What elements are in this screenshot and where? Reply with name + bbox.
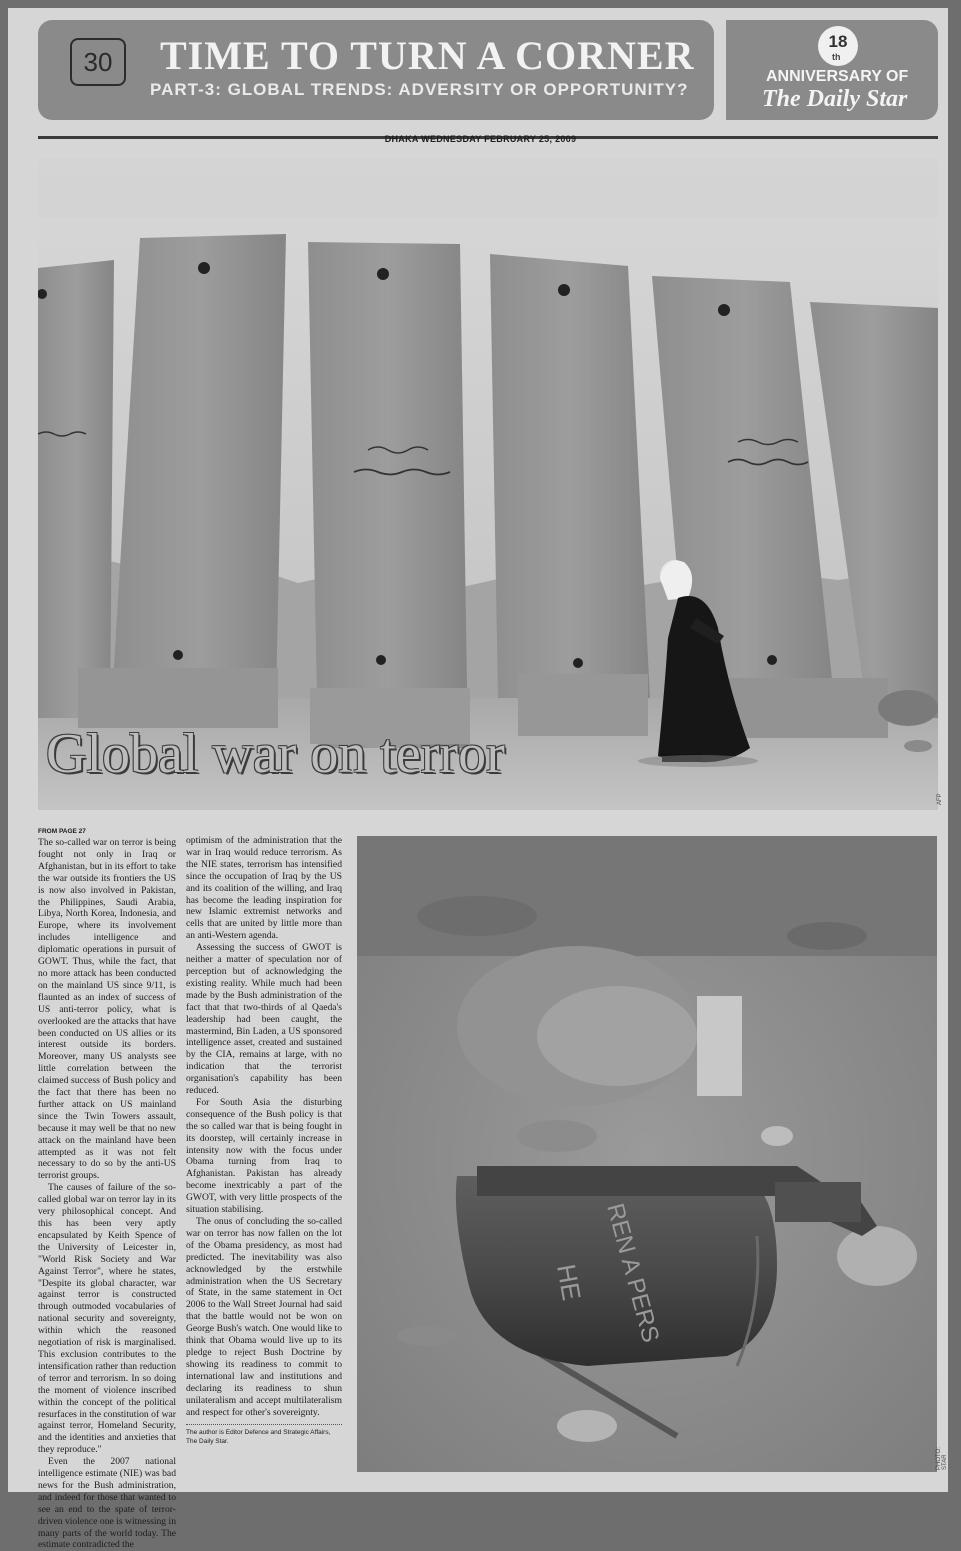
section-subtitle: PART-3: GLOBAL TRENDS: ADVERSITY OR OPPORTUNITY? (150, 80, 689, 99)
article-paragraph: For South Asia the disturbing consequence of the Bush policy is that the so called war that is being fought in its doorstep, will certainly increase in intensity now with the focus under Obama turning from Iraq to Afghanistan. Pakistan has already become inextricably a part of the GWOT, with very little prospects of the situation stabilising. (186, 1096, 342, 1216)
dateline: DHAKA WEDNESDAY FEBRUARY 25, 2009 (384, 134, 577, 144)
paper-name: The Daily Star (762, 86, 908, 112)
article-paragraph: The causes of failure of the so-called global war on terror lay in its very philosophical concept. And this has been very aptly encapsulated by Keith Spence of the University of Leicester in, "World Risk Society and War Against Terror", where he states, "Despite its global character, war against terror is constructed through outmoded vocabularies of national security and sovereignty, within which the reasoned negotiation of risk is marginalised. This exclusion contributes to the intensification rather than reduction of terror and terrorism. In so doing the moment of violence inscribed within the concept of the political resurfaces in the constitution of war against terror, Homeland Security, and the identities and anxieties that they reproduce." (38, 1182, 176, 1456)
article-paragraph: optimism of the administration that the war in Iraq would reduce terrorism. As the NIE states, terrorism has intensified since the occupation of Iraq by the US and its coalition of the willing, and Iraq has become the leading inspiration for new Islamic extremist networks and cells that are united by little more than an anti-Western agenda. (186, 835, 342, 942)
article-paragraph: Even the 2007 national intelligence estimate (NIE) was bad news for the Bush administration, and indeed for those that wanted to see an end to the spate of terror-driven violence one is witnessing in many parts of the world today. The estimate contradicted the (38, 1456, 176, 1551)
author-note: The author is Editor Defence and Strategic Affairs, The Daily Star. (186, 1424, 342, 1446)
anniversary-number: 18 (818, 26, 858, 66)
anniversary-suffix: th (832, 52, 841, 62)
article-headline: Global war on terror (46, 723, 505, 785)
grenade-photo-credit: PHOTO: STAR (936, 1447, 948, 1470)
lead-photo (38, 158, 938, 810)
grenade-photo (357, 836, 937, 1472)
grenade-photo-graphic (357, 836, 937, 1472)
anniversary-label: ANNIVERSARY OF (766, 68, 909, 85)
article-column-2 (186, 835, 342, 1446)
article-paragraph: The onus of concluding the so-called war on terror has now fallen on the lot of the Obama presidency, as most had predicted. The inevitability was also acknowledged by the erstwhile administration when the US Secretary of State, in the same statement in Oct 2006 to the Wall Street Journal had said that the battle would not be won on George Bush's watch. One would like to think that Obama would live up to its pledge to reject Bush Doctrine by showing its readiness to commit to international law and institutions and declaring its readiness to shun unilateralism and accept multilateralism and respect for other's sovereignty. (186, 1216, 342, 1418)
continued-from-label: FROM PAGE 27 (38, 828, 86, 835)
section-title: TIME TO TURN A CORNER (160, 33, 695, 78)
grenade-marking-2: REN A PERS (601, 1200, 665, 1346)
wall-photo-graphic (38, 158, 938, 810)
article-column-1 (38, 828, 176, 1551)
article-paragraph: The so-called war on terror is being fought not only in Iraq or Afghanistan, but in its effort to take the war outside its frontiers the US is now also involved in Pakistan, the Philippines, Saudi Arabia, Libya, North Korea, Indonesia, and Europe, where its involvement includes intelligence and diplomatic operations in pursuit of GOWT. Thus, while the fact, that no more attack has been conducted on the mainland US since 9/11, is flaunted as an index of success of US anti-terror policy, what is overlooked are the attacks that have been conducted on US allies or its interest outside its borders. Moreover, many US analysts see little correlation between the claimed success of Bush policy and the fact that there has been no further attack on US mainland since the Twin Towers assault, because it may well be that no new attack on the mainland have been attempted as it was not felt necessary to do so by the anti-US terrorist groups. (38, 837, 176, 1182)
lead-photo-credit: AFP (937, 793, 943, 805)
article-paragraph: Assessing the success of GWOT is neither a matter of speculation nor of perception but of acknowledging the existing reality. While much had been made by the Bush administration of the fact that that two-thirds of al Qaeda's leadership had been caught, the mastermind, Bin Laden, a US sponsored intelligence asset, created and sustained by the CIA, remains at large, with no indication that the terrorist organisation's capability has been reduced. (186, 942, 342, 1097)
grenade-marking-1: HE (551, 1261, 587, 1303)
page-number: 30 (70, 38, 126, 86)
